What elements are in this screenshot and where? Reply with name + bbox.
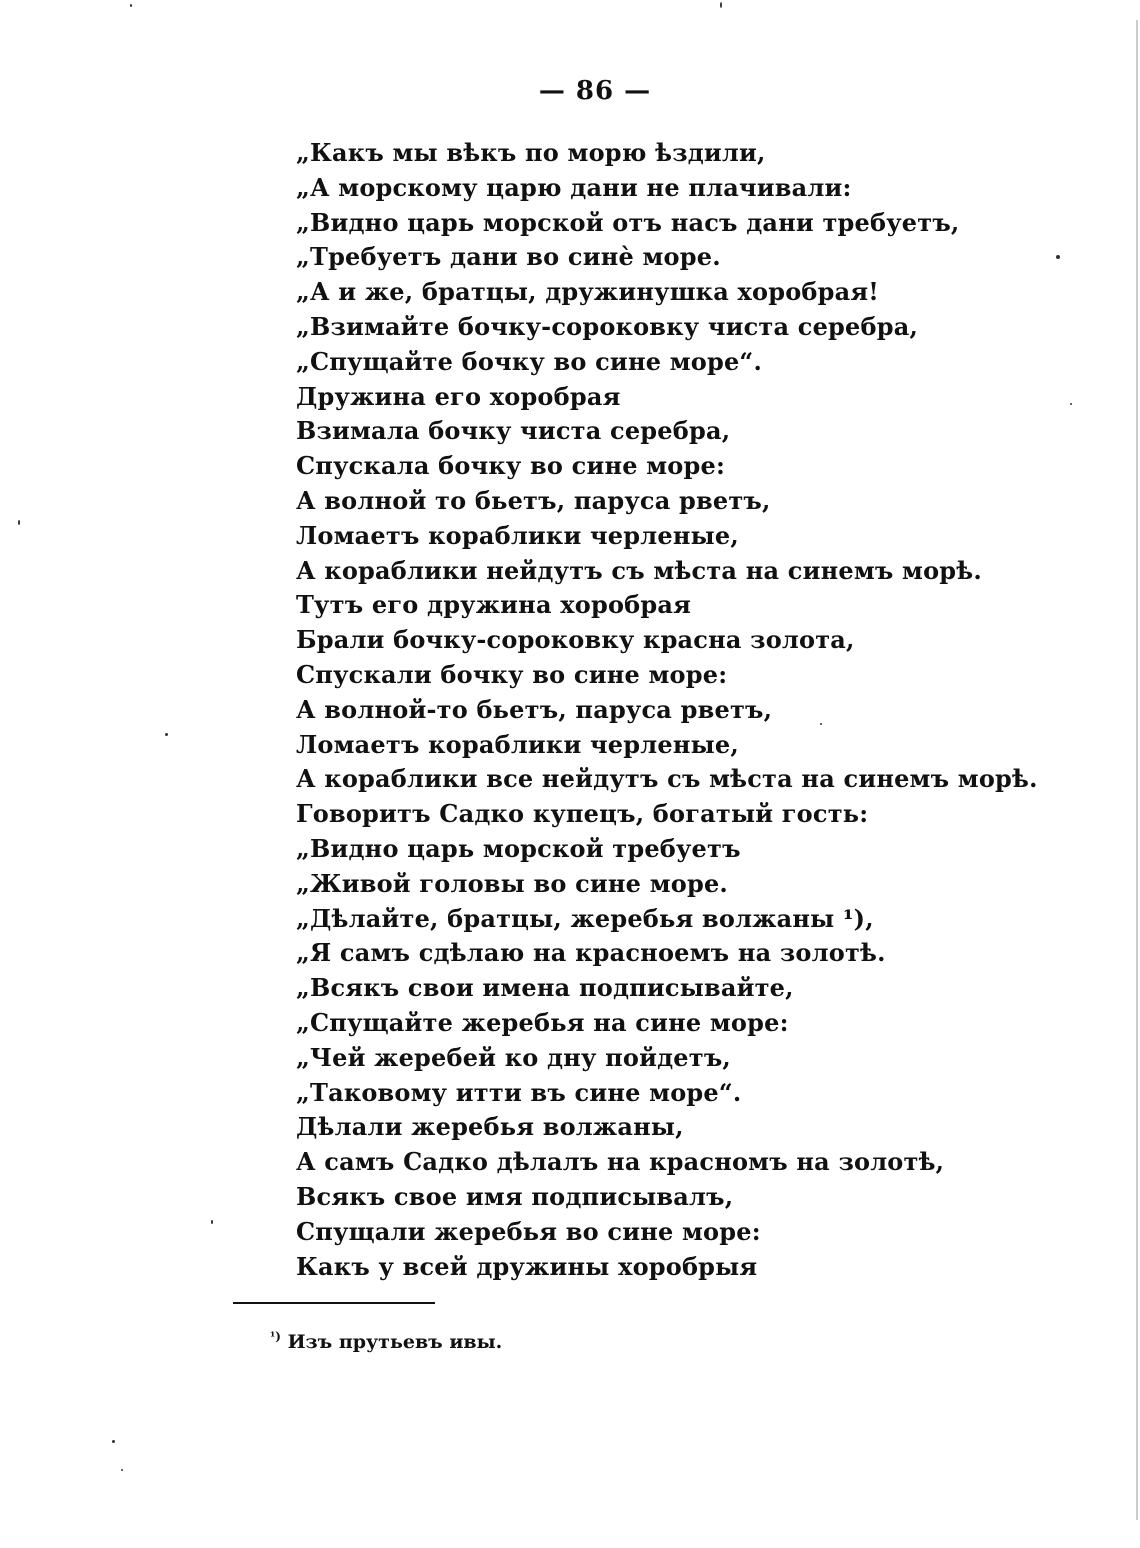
scan-speck: [720, 2, 722, 8]
verse-line: „Чей жеребей ко дну пойдетъ,: [296, 1042, 731, 1072]
verse-line: „Видно царь морской требуетъ: [296, 833, 741, 863]
verse-line: „Таковому итти въ сине море“.: [296, 1077, 742, 1107]
verse-line: Спущали жеребья во сине море:: [296, 1216, 761, 1246]
verse-line: „А и же, братцы, дружинушка хоробрая!: [296, 277, 880, 307]
verse-line: Тутъ его дружина хоробрая: [296, 590, 692, 620]
verse-line: „Требуетъ дани во синѐ море.: [296, 242, 721, 272]
verse-line: „Какъ мы вѣкъ по морю ѣздили,: [296, 138, 766, 167]
verse-text: [296, 136, 1038, 1284]
scan-speck: [121, 1469, 123, 1471]
scan-speck: [211, 1220, 213, 1224]
verse-line: Дѣлали жеребья волжаны,: [296, 1112, 684, 1142]
verse-line: А самъ Садко дѣлалъ на красномъ на золотѣ,: [296, 1147, 945, 1177]
footnote-text: Изъ прутьевъ ивы.: [287, 1331, 503, 1353]
verse-line: А волной-то бьетъ, паруса рветъ,: [296, 694, 773, 724]
scan-speck: [112, 1440, 115, 1443]
verse-line: „Взимайте бочку-сороковку чиста серебра,: [296, 311, 919, 341]
verse-line: Взимала бочку чиста серебра,: [296, 416, 731, 446]
verse-line: Дружина его хоробрая: [296, 381, 621, 411]
verse-line: „Спущайте жеребья на сине море:: [296, 1007, 789, 1037]
verse-line: Всякъ свое имя подписывалъ,: [296, 1181, 734, 1211]
verse-line: „Всякъ свои имена подписывайте,: [296, 973, 794, 1003]
verse-line: „Спущайте бочку во сине море“.: [296, 346, 762, 376]
verse-line: „Я самъ сдѣлаю на красноемъ на золотѣ.: [296, 938, 886, 968]
verse-line: Спускала бочку во сине море:: [296, 451, 725, 481]
verse-line: Брали бочку-сороковку красна золота,: [296, 625, 855, 655]
verse-line: „А морскому царю дани не плачивали:: [296, 172, 852, 202]
verse-line: „Живой головы во сине море.: [296, 868, 728, 898]
scan-speck: [1056, 255, 1060, 259]
footnote-marker: ¹): [270, 1329, 281, 1344]
scan-speck: [130, 4, 132, 7]
verse-line: „Видно царь морской отъ насъ дани требуетъ,: [296, 207, 960, 237]
page-number: — 86 —: [538, 76, 652, 106]
verse-line: Спускали бочку во сине море:: [296, 659, 728, 689]
verse-line: Какъ у всей дружины хоробрыя: [296, 1251, 758, 1281]
verse-line: Ломаетъ кораблики черленые,: [296, 520, 739, 550]
scan-speck: [18, 520, 20, 525]
footnote: [270, 1331, 502, 1353]
scan-speck: [1070, 403, 1072, 405]
verse-line: „Дѣлайте, братцы, жеребья волжаны ¹),: [296, 903, 874, 933]
scan-speck: [165, 733, 168, 736]
verse-line: Говоритъ Садко купецъ, богатый гость:: [296, 799, 869, 829]
verse-line: А кораблики все нейдутъ съ мѣста на синемъ морѣ.: [296, 764, 1038, 794]
scan-speck: [820, 723, 822, 725]
verse-line: Ломаетъ кораблики черленые,: [296, 729, 739, 759]
verse-line: А волной то бьетъ, паруса рветъ,: [296, 485, 771, 515]
verse-line: А кораблики нейдутъ съ мѣста на синемъ морѣ.: [296, 555, 982, 585]
scan-speck: [1136, 20, 1138, 1520]
footnote-divider: [233, 1302, 435, 1304]
